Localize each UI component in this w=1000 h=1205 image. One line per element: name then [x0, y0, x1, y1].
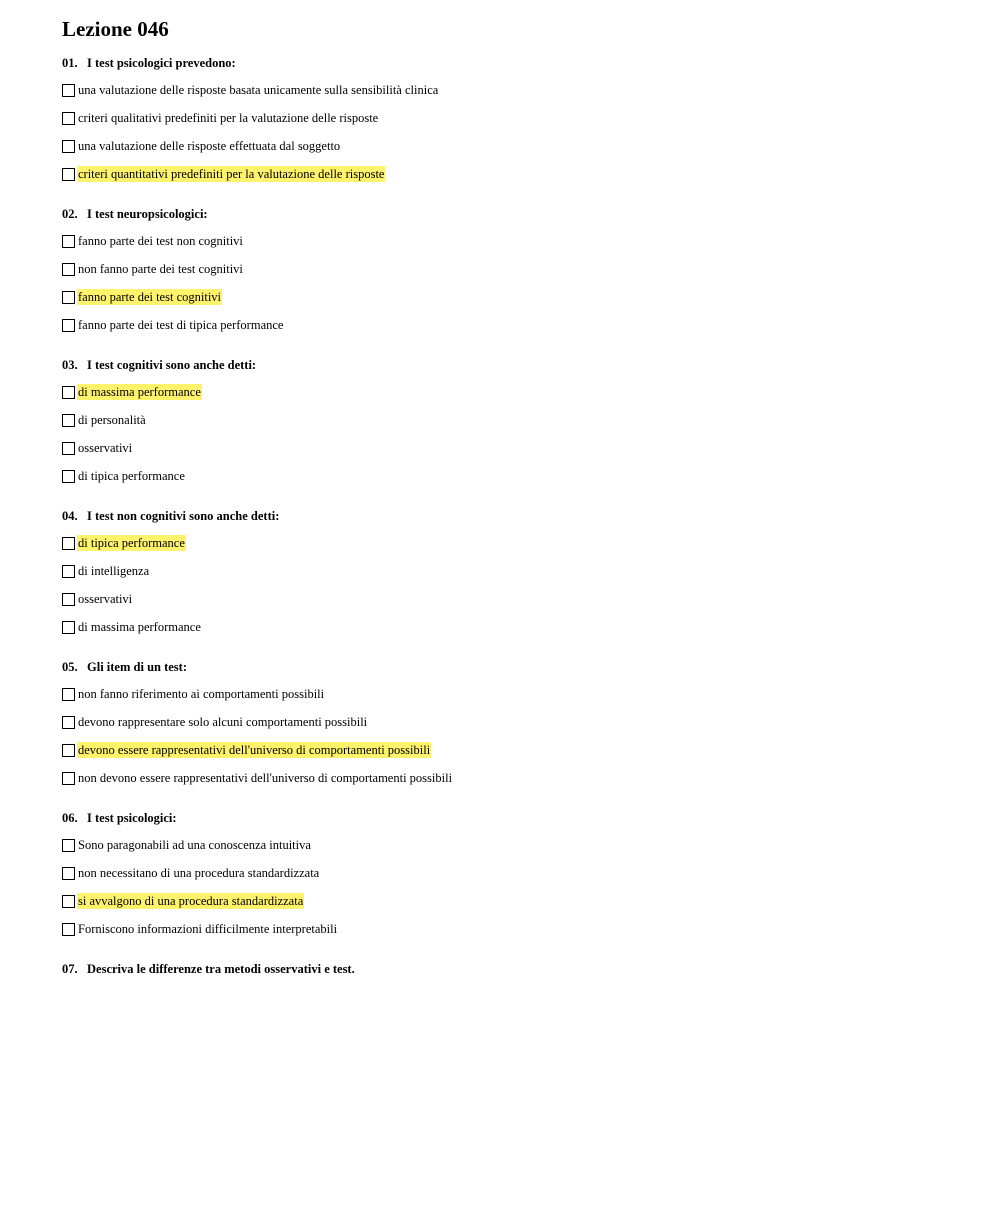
- question-text: I test psicologici:: [87, 811, 177, 825]
- document-page: [62, 16, 960, 982]
- question-header: [62, 201, 960, 227]
- answer-option[interactable]: [62, 132, 960, 160]
- question-number: 07.: [62, 962, 78, 976]
- option-text: di personalità: [78, 413, 146, 427]
- option-text: di intelligenza: [78, 564, 150, 578]
- answer-option-correct[interactable]: [62, 378, 960, 406]
- question-header: [62, 503, 960, 529]
- answer-option[interactable]: [62, 311, 960, 339]
- highlighted-option-text: si avvalgono di una procedura standardizzata: [78, 894, 304, 908]
- question-number: 04.: [62, 509, 78, 523]
- checkbox[interactable]: [62, 84, 75, 97]
- option-text: osservativi: [78, 441, 133, 455]
- answer-option-correct[interactable]: [62, 887, 960, 915]
- answer-option[interactable]: [62, 557, 960, 585]
- checkbox[interactable]: [62, 470, 75, 483]
- checkbox[interactable]: [62, 414, 75, 427]
- question-04: [62, 503, 960, 641]
- answer-option[interactable]: [62, 680, 960, 708]
- option-text: non devono essere rappresentativi dell'universo di comportamenti possibili: [78, 771, 453, 785]
- question-number: 06.: [62, 811, 78, 825]
- question-02: [62, 201, 960, 339]
- checkbox[interactable]: [62, 235, 75, 248]
- checkbox[interactable]: [62, 772, 75, 785]
- checkbox[interactable]: [62, 621, 75, 634]
- checkbox[interactable]: [62, 839, 75, 852]
- option-text: una valutazione delle risposte effettuata dal soggetto: [78, 139, 341, 153]
- option-text: criteri qualitativi predefiniti per la valutazione delle risposte: [78, 111, 379, 125]
- answer-option[interactable]: [62, 831, 960, 859]
- highlighted-option-text: di massima performance: [78, 385, 201, 399]
- question-text: I test psicologici prevedono:: [87, 56, 236, 70]
- checkbox[interactable]: [62, 140, 75, 153]
- question-05: [62, 654, 960, 792]
- lesson-title: Lezione 046: [62, 17, 169, 41]
- checkbox[interactable]: [62, 442, 75, 455]
- question-text: I test cognitivi sono anche detti:: [87, 358, 257, 372]
- answer-option-correct[interactable]: [62, 736, 960, 764]
- checkbox[interactable]: [62, 744, 75, 757]
- option-text: di tipica performance: [78, 469, 185, 483]
- answer-option-correct[interactable]: [62, 529, 960, 557]
- question-header: [62, 956, 960, 982]
- answer-option[interactable]: [62, 708, 960, 736]
- checkbox[interactable]: [62, 319, 75, 332]
- answer-option[interactable]: [62, 764, 960, 792]
- answer-option[interactable]: [62, 104, 960, 132]
- answer-option[interactable]: [62, 915, 960, 943]
- checkbox[interactable]: [62, 867, 75, 880]
- checkbox[interactable]: [62, 537, 75, 550]
- question-header: [62, 50, 960, 76]
- option-text: osservativi: [78, 592, 133, 606]
- question-number: 01.: [62, 56, 78, 70]
- option-text: devono rappresentare solo alcuni comportamenti possibili: [78, 715, 368, 729]
- answer-option-correct[interactable]: [62, 160, 960, 188]
- question-header: [62, 654, 960, 680]
- highlighted-option-text: devono essere rappresentativi dell'universo di comportamenti possibili: [78, 743, 431, 757]
- answer-option[interactable]: [62, 613, 960, 641]
- option-text: fanno parte dei test di tipica performance: [78, 318, 284, 332]
- checkbox[interactable]: [62, 168, 75, 181]
- option-text: una valutazione delle risposte basata unicamente sulla sensibilità clinica: [78, 83, 439, 97]
- answer-option-correct[interactable]: [62, 283, 960, 311]
- answer-option[interactable]: [62, 434, 960, 462]
- checkbox[interactable]: [62, 895, 75, 908]
- option-text: non fanno parte dei test cognitivi: [78, 262, 243, 276]
- option-text: di massima performance: [78, 620, 201, 634]
- answer-option[interactable]: [62, 76, 960, 104]
- question-07: [62, 956, 960, 982]
- question-number: 03.: [62, 358, 78, 372]
- question-number: 02.: [62, 207, 78, 221]
- option-text: Sono paragonabili ad una conoscenza intuitiva: [78, 838, 311, 852]
- question-text: Descriva le differenze tra metodi osservativi e test.: [87, 962, 355, 976]
- question-header: [62, 352, 960, 378]
- checkbox[interactable]: [62, 112, 75, 125]
- question-number: 05.: [62, 660, 78, 674]
- answer-option[interactable]: [62, 585, 960, 613]
- highlighted-option-text: criteri quantitativi predefiniti per la valutazione delle risposte: [78, 167, 385, 181]
- checkbox[interactable]: [62, 593, 75, 606]
- answer-option[interactable]: [62, 859, 960, 887]
- checkbox[interactable]: [62, 291, 75, 304]
- answer-option[interactable]: [62, 255, 960, 283]
- question-06: [62, 805, 960, 943]
- highlighted-option-text: fanno parte dei test cognitivi: [78, 290, 222, 304]
- question-03: [62, 352, 960, 490]
- option-text: fanno parte dei test non cognitivi: [78, 234, 243, 248]
- checkbox[interactable]: [62, 386, 75, 399]
- question-text: I test neuropsicologici:: [87, 207, 208, 221]
- option-text: non necessitano di una procedura standardizzata: [78, 866, 320, 880]
- question-text: I test non cognitivi sono anche detti:: [87, 509, 280, 523]
- checkbox[interactable]: [62, 923, 75, 936]
- checkbox[interactable]: [62, 716, 75, 729]
- option-text: Forniscono informazioni difficilmente interpretabili: [78, 922, 338, 936]
- highlighted-option-text: di tipica performance: [78, 536, 185, 550]
- option-text: non fanno riferimento ai comportamenti possibili: [78, 687, 325, 701]
- checkbox[interactable]: [62, 565, 75, 578]
- question-01: [62, 50, 960, 188]
- checkbox[interactable]: [62, 263, 75, 276]
- question-header: [62, 805, 960, 831]
- answer-option[interactable]: [62, 406, 960, 434]
- answer-option[interactable]: [62, 227, 960, 255]
- question-text: Gli item di un test:: [87, 660, 187, 674]
- answer-option[interactable]: [62, 462, 960, 490]
- checkbox[interactable]: [62, 688, 75, 701]
